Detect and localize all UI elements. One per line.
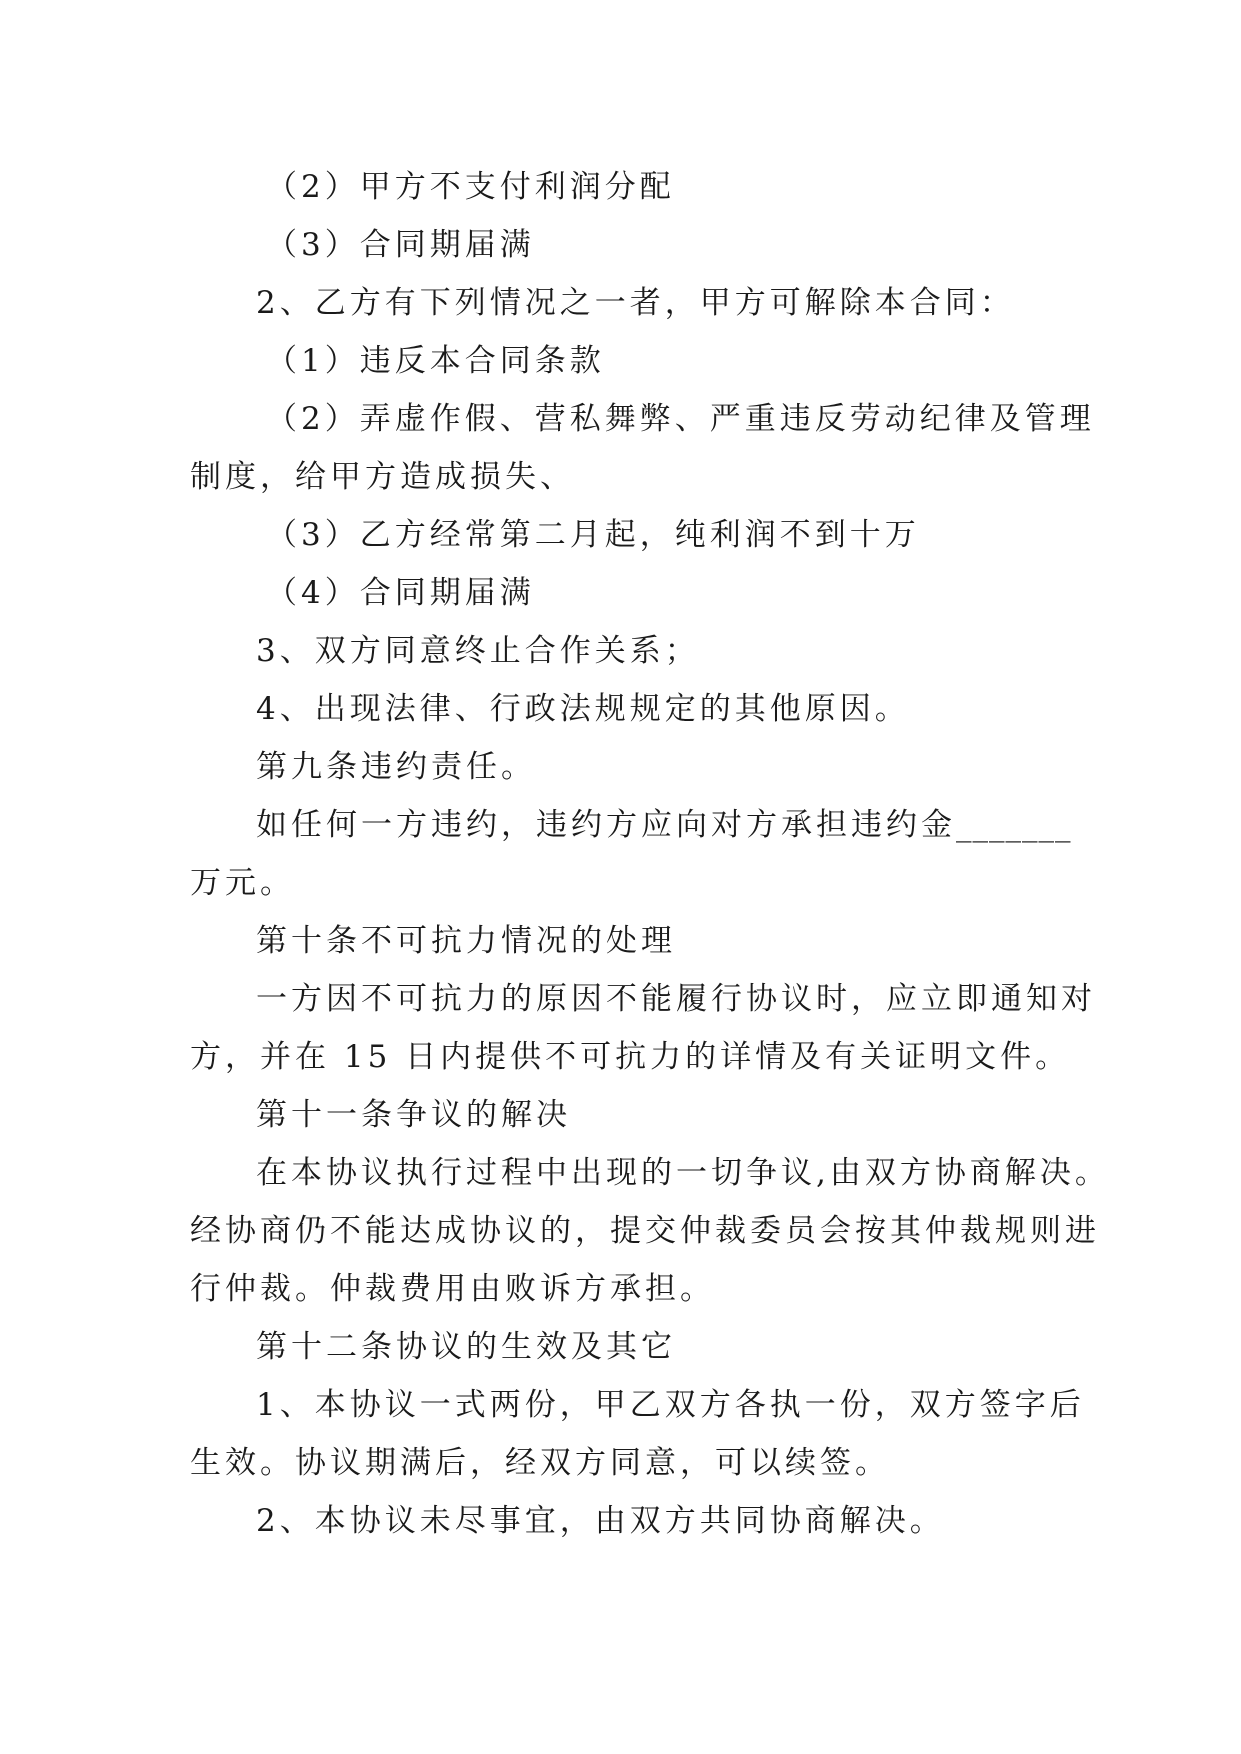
clause-line: （2）甲方不支付利润分配 [266,169,675,205]
clause-line: （3）乙方经常第二月起，纯利润不到十万 [266,517,920,553]
article-heading: 第十条不可抗力情况的处理 [256,923,676,959]
clause-line: 4、出现法律、行政法规规定的其他原因。 [256,691,910,727]
clause-line: （4）合同期届满 [266,575,535,611]
clause-line: 2、乙方有下列情况之一者，甲方可解除本合同： [256,285,1015,321]
clause-line: （1）违反本合同条款 [266,343,605,379]
document-body [190,158,1110,1550]
clause-line: 制度，给甲方造成损失、 [190,459,575,495]
article-heading: 第十一条争议的解决 [256,1097,571,1133]
clause-line: 万元。 [190,865,295,901]
article-heading: 第十二条协议的生效及其它 [256,1329,676,1365]
clause-line: 经协商仍不能达成协议的，提交仲裁委员会按其仲裁规则进 [190,1213,1100,1249]
clause-line: 生效。协议期满后，经双方同意，可以续签。 [190,1445,890,1481]
penalty-text: 如任何一方违约，违约方应向对方承担违约金 [256,807,956,843]
clause-line: 2、本协议未尽事宜，由双方共同协商解决。 [256,1503,945,1539]
article-heading: 第九条违约责任。 [256,749,536,785]
clause-line: 行仲裁。仲裁费用由败诉方承担。 [190,1271,715,1307]
penalty-blank: _______ [956,807,1072,843]
clause-line: 一方因不可抗力的原因不能履行协议时，应立即通知对 [256,981,1096,1017]
clause-line: 方，并在 15 日内提供不可抗力的详情及有关证明文件。 [190,1039,1071,1075]
clause-line: （2）弄虚作假、营私舞弊、严重违反劳动纪律及管理 [266,401,1095,437]
clause-line: 在本协议执行过程中出现的一切争议,由双方协商解决。 [256,1155,1110,1191]
clause-line: 3、双方同意终止合作关系； [256,633,700,669]
clause-line: （3）合同期届满 [266,227,535,263]
clause-line [190,796,1072,854]
clause-line: 1、本协议一式两份，甲乙双方各执一份，双方签字后 [256,1387,1085,1423]
